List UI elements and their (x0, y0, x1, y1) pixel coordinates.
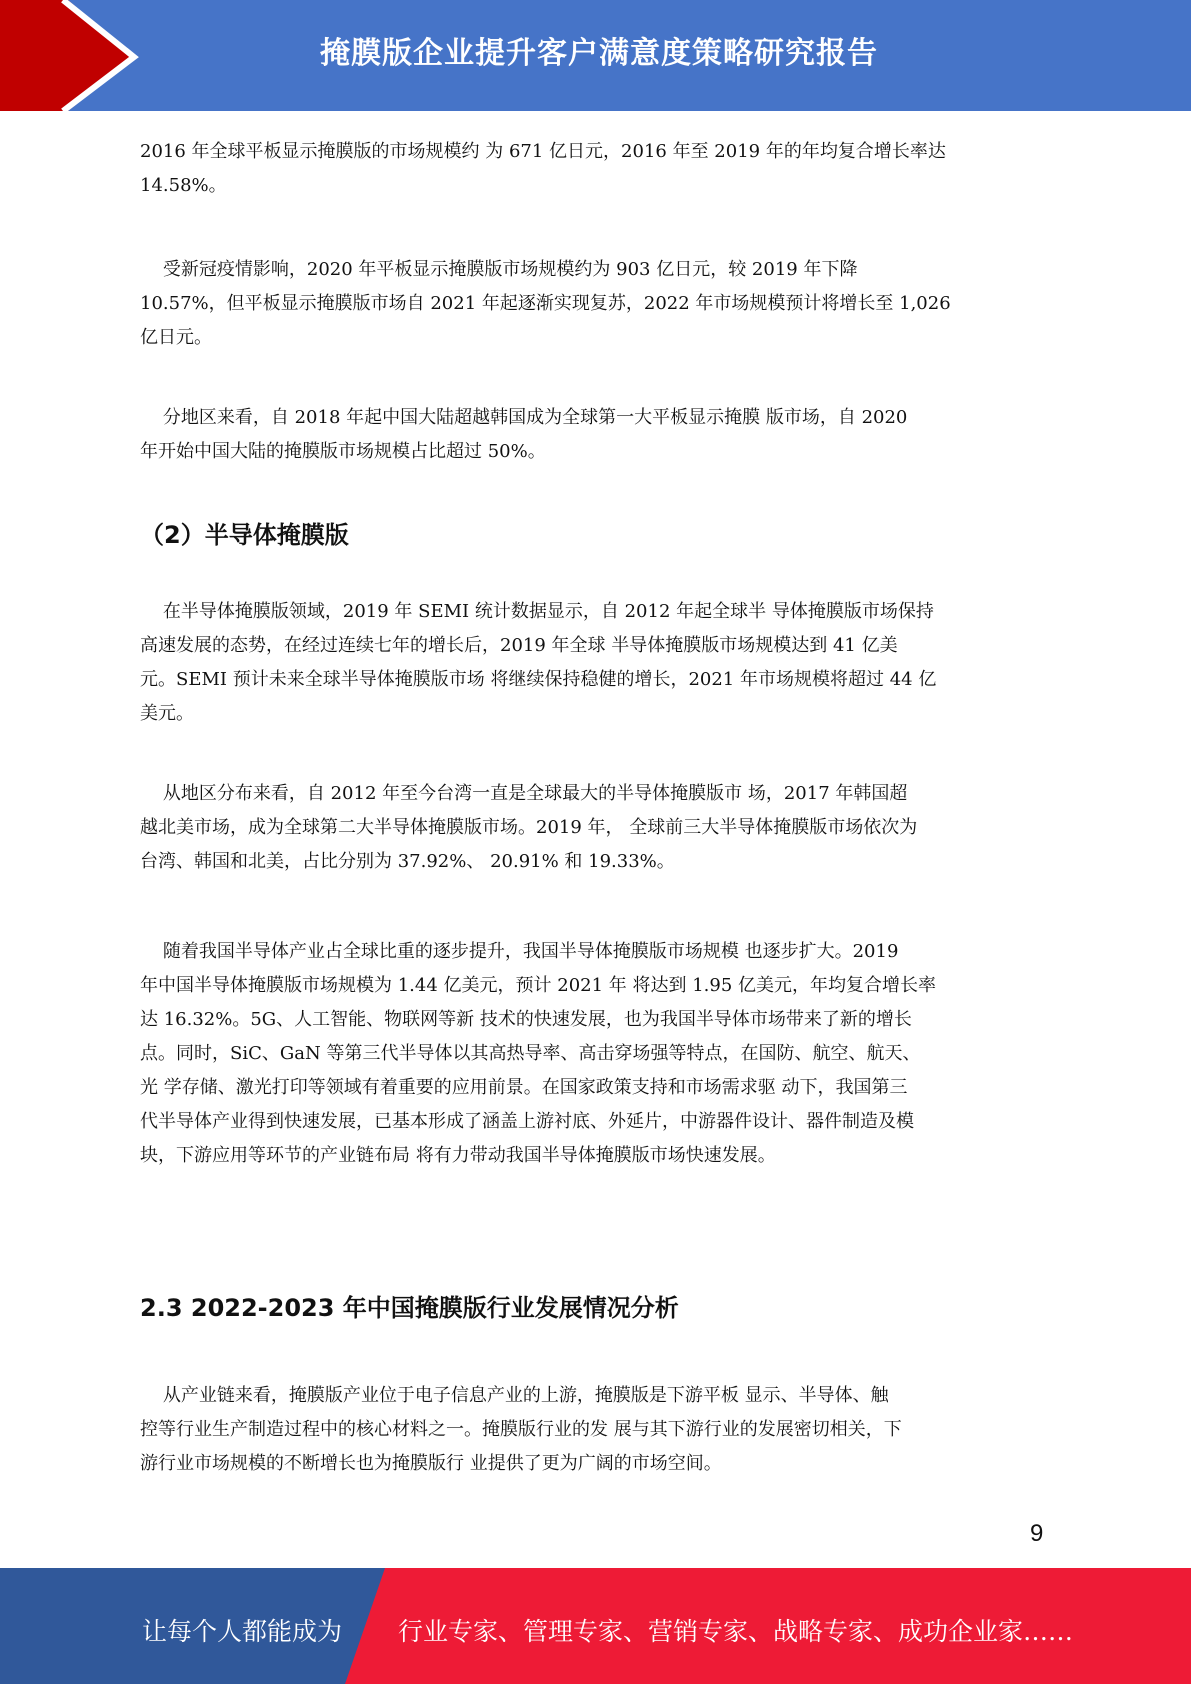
text-line: 达 16.32%。5G、人工智能、物联网等新 技术的快速发展，也为我国半导体市场带来了新的增长 (140, 1009, 912, 1030)
text-line: 块，下游应用等环节的产业链布局 将有力带动我国半导体掩膜版市场快速发展。 (140, 1145, 776, 1166)
paragraph-3 (140, 401, 1070, 469)
text-line: 从产业链来看，掩膜版产业位于电子信息产业的上游，掩膜版是下游平板 显示、半导体、触 (140, 1385, 889, 1406)
text-line: 游行业市场规模的不断增长也为掩膜版行 业提供了更为广阔的市场空间。 (140, 1453, 722, 1474)
text-line: 点。同时，SiC、GaN 等第三代半导体以其高热导率、高击穿场强等特点，在国防、航空、航天、 (140, 1043, 921, 1064)
text-line: 从地区分布来看，自 2012 年至今台湾一直是全球最大的半导体掩膜版市 场，2017 年韩国超 (140, 783, 908, 804)
header-arrow-decoration (0, 0, 160, 111)
footer-slogan-left: 让每个人都能成为 (142, 1617, 343, 1646)
page-header (0, 0, 1191, 111)
text-line: 年中国半导体掩膜版市场规模为 1.44 亿美元，预计 2021 年 将达到 1.95 亿美元，年均复合增长率 (140, 975, 937, 996)
text-line: 亿日元。 (140, 327, 212, 348)
text-line: 2016 年全球平板显示掩膜版的市场规模约 为 671 亿日元，2016 年至 2019 年的年均复合增长率达 (140, 141, 946, 162)
section-heading-semiconductor: （2）半导体掩膜版 (140, 521, 349, 549)
paragraph-4 (140, 595, 1070, 731)
text-line: 分地区来看，自 2018 年起中国大陆超越韩国成为全球第一大平板显示掩膜 版市场，自 2020 (140, 407, 908, 428)
page-number: 9 (1030, 1520, 1044, 1547)
text-line: 控等行业生产制造过程中的核心材料之一。掩膜版行业的发 展与其下游行业的发展密切相关，下 (140, 1419, 902, 1440)
text-line: 10.57%，但平板显示掩膜版市场自 2021 年起逐渐实现复苏，2022 年市场规模预计将增长至 1,026 (140, 293, 951, 314)
text-line: 美元。 (140, 703, 194, 724)
paragraph-7 (140, 1379, 1070, 1481)
page-footer (0, 1568, 1191, 1684)
text-line: 随着我国半导体产业占全球比重的逐步提升，我国半导体掩膜版市场规模 也逐步扩大。2019 (140, 941, 899, 962)
paragraph-6 (140, 935, 1070, 1173)
text-line: 台湾、韩国和北美，占比分别为 37.92%、 20.91% 和 19.33%。 (140, 851, 675, 872)
paragraph-1 (140, 135, 1070, 203)
text-line: 光 学存储、激光打印等领域有着重要的应用前景。在国家政策支持和市场需求驱 动下，我国第三 (140, 1077, 908, 1098)
paragraph-2 (140, 253, 1070, 355)
text-line: 年开始中国大陆的掩膜版市场规模占比超过 50%。 (140, 441, 546, 462)
section-heading-2-3: 2.3 2022-2023 年中国掩膜版行业发展情况分析 (140, 1294, 679, 1322)
text-line: 高速发展的态势，在经过连续七年的增长后，2019 年全球 半导体掩膜版市场规模达到 41 亿美 (140, 635, 898, 656)
text-line: 越北美市场，成为全球第二大半导体掩膜版市场。2019 年， 全球前三大半导体掩膜版市场依次为 (140, 817, 918, 838)
text-line: 代半导体产业得到快速发展，已基本形成了涵盖上游衬底、外延片，中游器件设计、器件制造及模 (140, 1111, 914, 1132)
text-line: 受新冠疫情影响，2020 年平板显示掩膜版市场规模约为 903 亿日元，较 2019 年下降 (140, 259, 858, 280)
paragraph-5 (140, 777, 1070, 879)
text-line: 14.58%。 (140, 175, 227, 196)
text-line: 在半导体掩膜版领域，2019 年 SEMI 统计数据显示，自 2012 年起全球半 导体掩膜版市场保持 (140, 601, 934, 622)
report-title: 掩膜版企业提升客户满意度策略研究报告 (320, 36, 878, 71)
footer-slogan-right: 行业专家、管理专家、营销专家、战略专家、成功企业家…… (398, 1617, 1074, 1646)
text-line: 元。SEMI 预计未来全球半导体掩膜版市场 将继续保持稳健的增长，2021 年市场规模将超过 44 亿 (140, 669, 937, 690)
